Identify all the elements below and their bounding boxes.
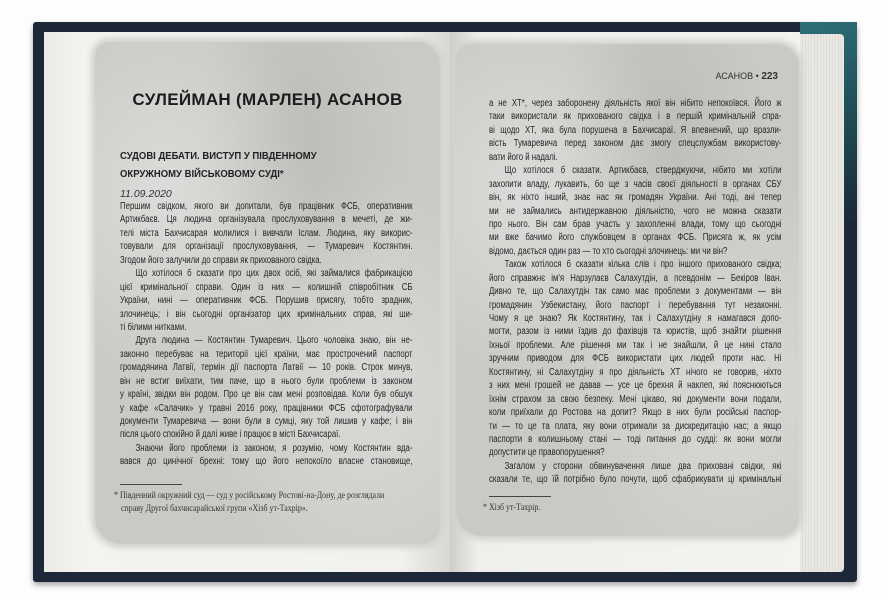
text-line: сказали те, що їй потрібно було почути, щоб сфабрикувати ці кримінальні	[489, 474, 782, 486]
text-line: громадянина Латвії, термін дії паспорта Латвії — 10 років. Строк минув,	[120, 362, 413, 374]
text-line: України, нині — оперативник ФСБ. Порушив присягу, тобто зрадник,	[120, 295, 413, 307]
text-line: вався до цинічної брехні: тому що його непокоїло власне становище,	[120, 456, 413, 468]
text-line: допустити це правопорушення?	[489, 447, 605, 459]
text-line: він, як ніхто інший, знає нас як громадян України. Ані тоді, ані тепер	[489, 192, 782, 204]
right-body-text	[489, 97, 864, 487]
text-line: ти — то це та плата, яку вони отримали за дискредитацію нас; а якщо	[489, 420, 782, 432]
footnote-line: * Хізб ут-Тахрір.	[483, 502, 541, 512]
text-line: з них мені грошей не давав — усе це брехня й наклеп, які пояснюються	[489, 380, 782, 392]
text-line: їхньої проблеми. Але рішення ми так і не знайшли, й це нині стало	[489, 339, 782, 351]
text-line: Також хотілося б сказати кілька слів і про іншого прихованого свідка;	[504, 259, 782, 271]
text-line: документи Тумаревича — вони були в сумці, яку той лишив у кафе; і він	[120, 416, 413, 427]
footnote-right	[483, 501, 540, 514]
text-line: телі міста Бахчисарая молилися і вивчали Іслам. Людина, яку викорис-	[120, 227, 413, 239]
section-heading	[120, 148, 317, 184]
text-line: коли приїхали до Ростова на допит? Якщо в них були російські паспор-	[489, 407, 782, 419]
text-line: Артикбаєв. Ця людина організувала прослуховування в мечеті, де жи-	[120, 214, 413, 226]
text-line: про нього. Він сам брав участь у захопленні влади, тому що сьогодні	[489, 218, 782, 230]
text-line: цієї кримінальної справи. Один із них — колишній співробітник СБ	[120, 281, 413, 293]
text-line: паспорти в колишньому стані — тоді питання до судді: як вони могли	[489, 433, 782, 445]
section-heading-line: ОКРУЖНОМУ ВІЙСЬКОВОМУ СУДІ*	[120, 169, 284, 180]
text-line: ми вже бачимо його службовцем в органах ФСБ. Присяга ж, як усім	[489, 232, 782, 244]
footnote-line: справу Другої бахчисарайської групи «Хізб ут-Тахрір».	[121, 502, 308, 513]
text-line: Костянтину, ні Салахутдіну я про діяльність ХТ нічого не говорив, ніхто	[489, 366, 782, 378]
footnote-divider	[120, 484, 182, 485]
page-number: 223	[761, 71, 778, 82]
text-line: Знаючи його проблеми із законом, я розумію, чому Костянтин вда-	[135, 442, 413, 454]
text-line: товували для організації прослуховування, — Тумаревич Костянтин.	[120, 241, 413, 253]
text-line: Чому я це знаю? Як Костянтину, так і Салахутдіну я намагався допо-	[489, 313, 782, 324]
text-line: після цього спокійно й далі живе і працює в місті Бахчисараї.	[120, 429, 341, 441]
text-line: злочинець; і він сьогодні організатор цих кримінальних справ, які ши-	[120, 308, 413, 320]
section-heading-line: СУДОВІ ДЕБАТИ. ВИСТУП У ПІВДЕННОМУ	[120, 151, 317, 162]
text-line: таки використали як прихованого свідка і в першій кримінальній спра-	[489, 111, 782, 123]
speech-date: 11.09.2020	[120, 188, 172, 200]
footnote-left	[114, 489, 384, 514]
text-line: законно перебуває на території цієї країни, має прострочений паспорт	[120, 348, 413, 360]
chapter-title: СУЛЕЙМАН (МАРЛЕН) АСАНОВ	[132, 90, 403, 109]
text-line: могти, разом із ними їздив до фахівців та юристів, щоб знайти рішення	[489, 326, 782, 338]
running-head	[650, 71, 778, 82]
text-line: Згодом його залучили до справи як прихованого свідка.	[120, 254, 322, 266]
text-line: ві щодо ХТ, яка була порушена в Бахчисараї. Я впевнений, що вразли-	[489, 124, 782, 136]
text-line: Друга людина — Костянтин Тумаревич. Цього чоловіка знаю, він не-	[135, 335, 413, 347]
text-line: у кафе «Салачик» у травні 2016 року, працівники ФСБ сфотографували	[120, 402, 413, 414]
footnote-divider	[489, 496, 551, 497]
text-line: Дивно те, що Салахутдін так само має проблеми з документами — він	[489, 286, 782, 298]
text-line: а не ХТ*, через заборонену діяльність якої він нібито непокоївся. Його ж	[489, 98, 782, 109]
text-line: їхнім страхом за свою безпеку. Мені цікаво, які документи вони подали,	[489, 393, 782, 405]
text-line: громадянин Узбекистану, його паспорт і перебування тут незаконні.	[489, 299, 782, 311]
text-line: Що хотілося б сказати про цих двох осіб, які займалися фабрикацією	[135, 268, 413, 280]
text-line: захопити владу, лукавить, бо ще з часів своєї діяльності в органах СБУ	[489, 178, 782, 190]
text-line: ми не займались антидержавною діяльністю, чого не можна сказати	[489, 205, 782, 217]
text-line: зручним приводом для ФСБ використати цих людей проти нас. Ні	[489, 353, 782, 365]
text-line: вість Тумаревича перед законом дає змогу спецслужбам використову-	[489, 138, 782, 150]
text-line: його справжнє ім'я Нарзулаєв Салахутдін, а псевдонім — Бекіров Іван.	[489, 272, 782, 284]
text-line: відомо, дається один раз — то хто сьогодні злочинець: ми чи він?	[489, 245, 728, 257]
running-head-author: АСАНОВ	[715, 71, 754, 81]
text-line: він не встиг виїхати, тим паче, що в нього були проблеми із законом	[120, 375, 413, 387]
text-line: у країні, звідки він родом. Про це він сам мені розповідав. Коли був обшук	[120, 389, 413, 401]
footnote-line: * Південний окружний суд — суд у російському Ростові-на-Дону, де розглядали	[114, 490, 385, 500]
text-line: вати його й надалі.	[489, 151, 558, 163]
text-line: Що хотілося б сказати. Артикбаєв, стверджуючи, нібито ми хотіли	[504, 165, 782, 177]
text-line: Загалом у сторони обвинувачення лише два приховані свідки, які	[504, 460, 782, 472]
text-line: Першим свідком, якого ви допитали, був працівник ФСБ, оперативник	[120, 201, 413, 212]
left-body-text	[120, 200, 495, 469]
text-line: ті білими нитками.	[120, 321, 187, 333]
separator-dot: •	[755, 71, 759, 81]
